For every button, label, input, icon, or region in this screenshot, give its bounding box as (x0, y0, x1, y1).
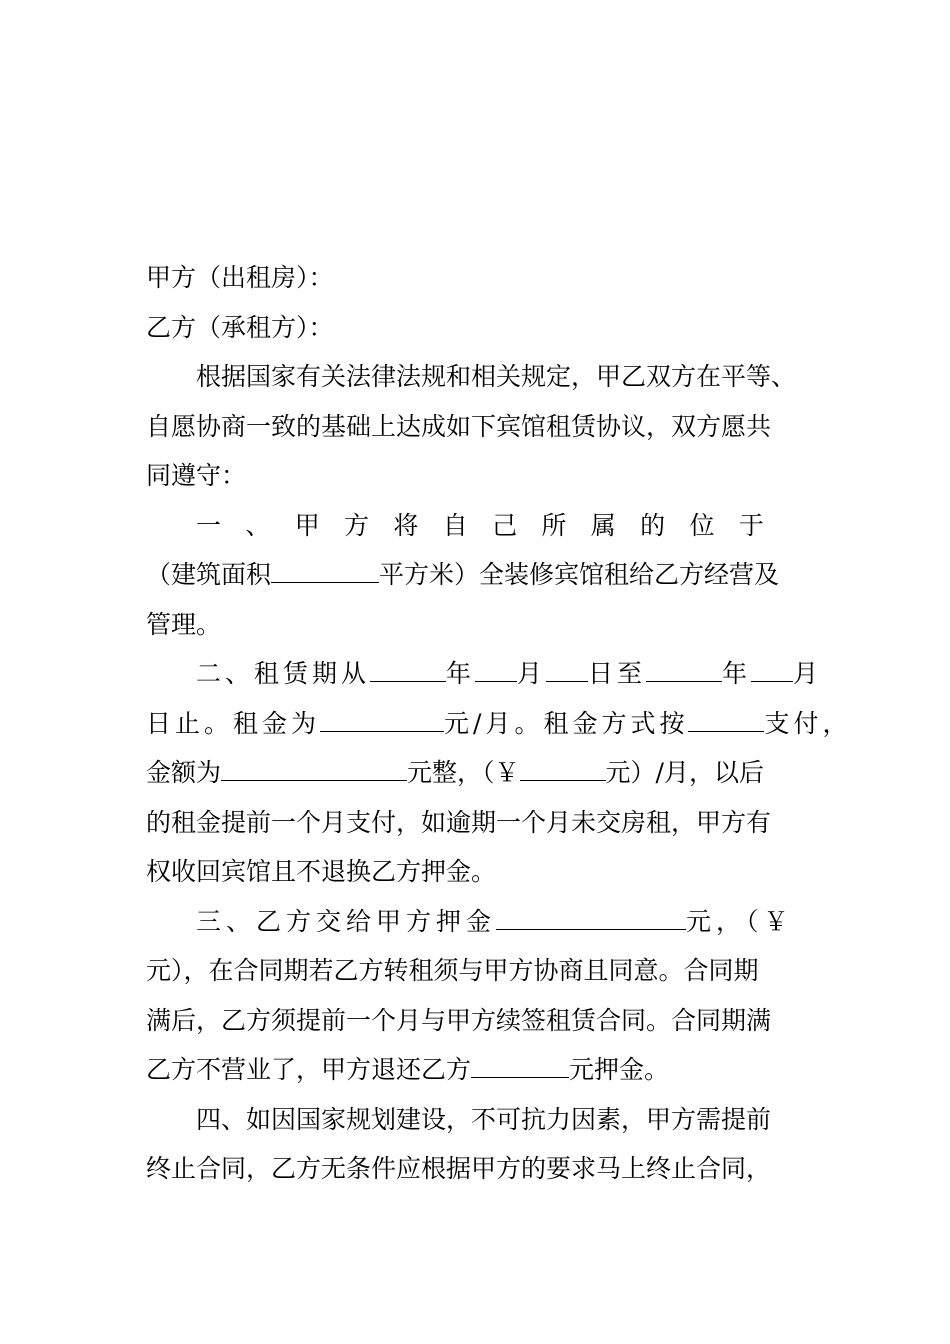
clause-2-text-b: 年 (446, 659, 476, 688)
clause-2-text-g: 日止。租金为 (146, 708, 321, 738)
intro-line-1: 根据国家有关法律法规和相关规定，甲乙双方在平等、 (196, 362, 797, 391)
clause-1-text-b: 平方米）全装修宾馆租给乙方经营及 (379, 560, 780, 589)
clause-2-text-j: 金额为 (146, 758, 222, 787)
clause-2-line-5: 权收回宾馆且不退换乙方押金。 (146, 857, 497, 886)
start-month-blank (475, 661, 517, 682)
clause-3-text-c: 乙方不营业了，甲方退还乙方 (146, 1055, 472, 1084)
clause-2-text-f: 月 (793, 659, 823, 688)
clause-2-text-c: 月 (517, 659, 547, 688)
clause-2-text-a: 二、租赁期从 (196, 659, 371, 688)
clause-4-line-2: 终止合同，乙方无条件应根据甲方的要求马上终止合同， (146, 1154, 772, 1183)
clause-3-text-a: 三、乙方交给甲方押金 (196, 906, 497, 936)
clause-2-line-2 (146, 699, 852, 749)
clause-3-line-4 (146, 1045, 806, 1095)
clause-3-line-3: 满后，乙方须提前一个月与甲方续签租赁合同。合同期满 (146, 1005, 772, 1035)
party-b-line: 乙方（承租方）： (146, 312, 334, 342)
document-body (146, 253, 852, 1194)
clause-2-text-i: 支付， (764, 708, 852, 738)
clause-4-line-1: 四、如因国家规划建设，不可抗力因素，甲方需提前 (196, 1104, 772, 1134)
refund-deposit-blank (471, 1057, 569, 1078)
clause-1-line-3: 管理。 (146, 609, 222, 639)
clause-3-line-1 (146, 897, 806, 947)
clause-3-line-2: 元），在合同期若乙方转租须与甲方协商且同意。合同期 (146, 956, 759, 985)
payment-method-blank (688, 711, 764, 732)
clause-2-text-l: 元）/月，以后 (605, 758, 764, 787)
start-day-blank (546, 661, 588, 682)
clause-2-text-e: 年 (722, 659, 752, 688)
clause-2-text-k: 元整，（￥ (407, 758, 520, 787)
deposit-blank (496, 909, 686, 930)
end-year-blank (646, 661, 722, 682)
party-a-line: 甲方（出租房）： (146, 263, 334, 292)
rent-blank (320, 711, 444, 732)
clause-3-text-d: 元押金。 (569, 1055, 670, 1084)
clause-1-line-1: 一 、 甲 方 将 自 己 所 属 的 位 于 (196, 510, 773, 540)
amount-blank (221, 760, 407, 781)
intro-line-3: 同遵守： (146, 461, 247, 490)
clause-1-line-2 (146, 550, 806, 600)
clause-2-text-h: 元/月。租金方式按 (444, 708, 689, 738)
start-year-blank (370, 661, 446, 682)
end-month-blank (751, 661, 793, 682)
amount-number-blank (520, 760, 606, 781)
area-blank (271, 562, 379, 583)
clause-3-text-b: 元，（￥ (686, 906, 794, 936)
clause-2-text-d: 日至 (588, 659, 647, 688)
clause-2-line-4: 的租金提前一个月支付，如逾期一个月未交房租，甲方有 (146, 807, 772, 837)
clause-1-text-a: （建筑面积 (146, 560, 272, 589)
clause-2-line-3 (146, 748, 806, 798)
clause-2-line-1 (146, 649, 823, 699)
intro-line-2: 自愿协商一致的基础上达成如下宾馆租赁协议，双方愿共 (146, 411, 772, 441)
